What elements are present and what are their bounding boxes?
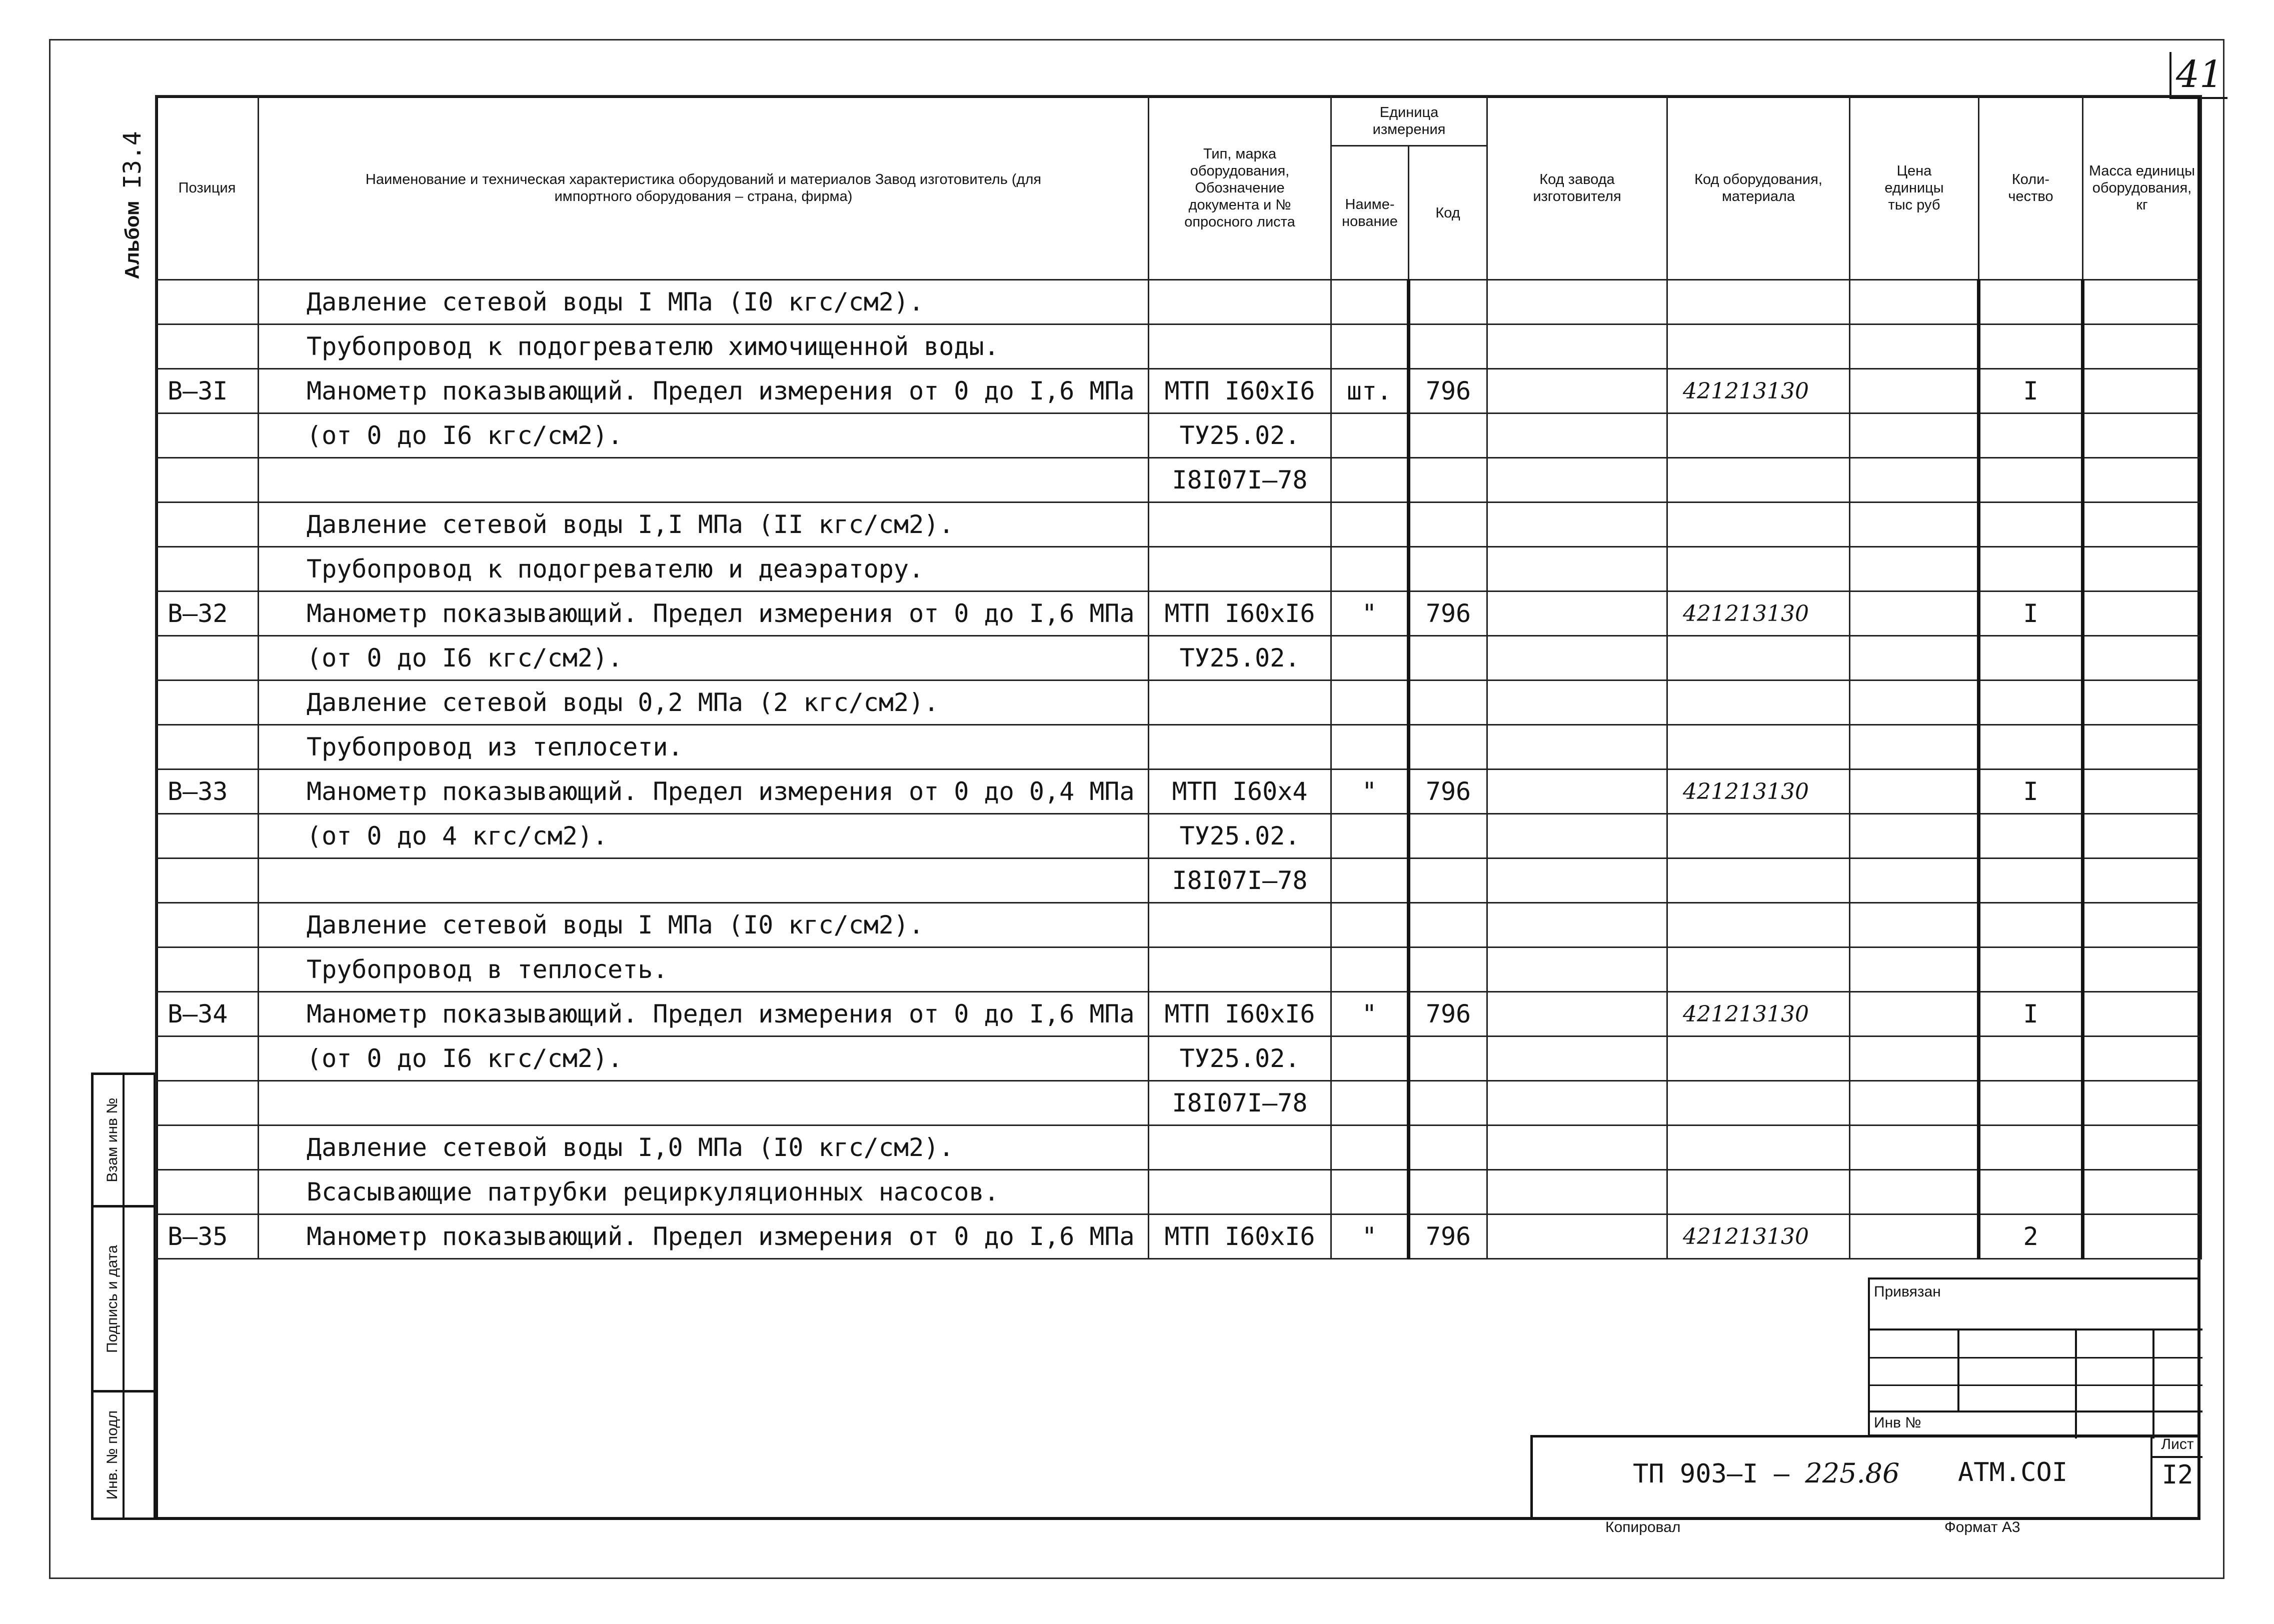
quantity-cell (1979, 414, 2083, 458)
unit-cell: " (1331, 992, 1409, 1036)
copied-label: Копировал (1605, 1519, 1681, 1536)
table-row (156, 992, 2201, 1036)
name-cell: Всасывающие патрубки рециркуляционных насосов. (259, 1170, 1149, 1214)
unit-cell: " (1331, 1214, 1409, 1259)
name-cell: Манометр показывающий. Предел измерения от 0 до I,6 МПа (259, 369, 1149, 414)
unit-code-cell: 796 (1409, 592, 1487, 636)
unit-code-cell (1409, 547, 1487, 592)
unit-cell (1331, 1170, 1409, 1214)
unit-code-cell (1409, 1126, 1487, 1170)
equipment-code-cell (1667, 324, 1850, 369)
type-cell (1149, 502, 1331, 547)
sheet-number: 41 (2169, 52, 2227, 99)
name-cell: Давление сетевой воды 0,2 МПа (2 кгс/см2). (259, 680, 1149, 725)
header-unit-code: Код (1409, 146, 1487, 280)
quantity-cell (1979, 903, 2083, 948)
maker-code-cell (1487, 814, 1667, 858)
name-cell (259, 858, 1149, 903)
maker-code-cell (1487, 725, 1667, 770)
price-cell (1850, 324, 1979, 369)
table-row (156, 592, 2201, 636)
maker-code-cell (1487, 369, 1667, 414)
maker-code-cell (1487, 858, 1667, 903)
mass-cell (2083, 1036, 2201, 1081)
price-cell (1850, 280, 1979, 324)
type-cell: МТП I60хI6 (1149, 592, 1331, 636)
maker-code-cell (1487, 547, 1667, 592)
price-cell (1850, 1126, 1979, 1170)
price-cell (1850, 369, 1979, 414)
header-unit: Единица измерения (1331, 96, 1487, 146)
table-row (156, 1214, 2201, 1259)
name-cell (259, 458, 1149, 502)
header-position: Позиция (156, 96, 259, 280)
mass-cell (2083, 992, 2201, 1036)
sheet-label: Лист (2161, 1436, 2194, 1452)
price-cell (1850, 502, 1979, 547)
mass-cell (2083, 502, 2201, 547)
quantity-cell: I (1979, 592, 2083, 636)
unit-code-cell (1409, 636, 1487, 680)
type-cell (1149, 680, 1331, 725)
table-row (156, 948, 2201, 992)
unit-cell: " (1331, 592, 1409, 636)
name-cell: (от 0 до I6 кгс/см2). (259, 636, 1149, 680)
price-cell (1850, 858, 1979, 903)
equipment-code-cell (1667, 1170, 1850, 1214)
equipment-code-cell (1667, 1126, 1850, 1170)
name-cell: (от 0 до I6 кгс/см2). (259, 414, 1149, 458)
table-row (156, 725, 2201, 770)
header-price: Цена единицы тыс руб (1850, 96, 1979, 280)
stamp-replaced-inv: Взам инв № (91, 1072, 156, 1205)
maker-code-cell (1487, 770, 1667, 814)
type-cell: МТП I60хI6 (1149, 992, 1331, 1036)
mass-cell (2083, 458, 2201, 502)
unit-code-cell (1409, 324, 1487, 369)
price-cell (1850, 903, 1979, 948)
price-cell (1850, 680, 1979, 725)
bound-label: Привязан (1874, 1284, 1941, 1300)
mass-cell (2083, 725, 2201, 770)
maker-code-cell (1487, 680, 1667, 725)
mass-cell (2083, 1081, 2201, 1126)
unit-code-cell (1409, 1170, 1487, 1214)
album-label (110, 130, 155, 290)
equipment-code-cell (1667, 858, 1850, 903)
type-cell: МТП I60х4 (1149, 770, 1331, 814)
type-cell: ТУ25.02. (1149, 1036, 1331, 1081)
price-cell (1850, 992, 1979, 1036)
unit-cell (1331, 1126, 1409, 1170)
stamp-signature-date: Подпись и дата (91, 1205, 156, 1390)
maker-code-cell (1487, 592, 1667, 636)
position-cell (156, 903, 259, 948)
unit-cell (1331, 502, 1409, 547)
header-name: Наименование и техническая характеристика оборудований и материалов Завод изготовитель (для импортного оборудования – страна, фирма) (259, 96, 1149, 280)
price-cell (1850, 814, 1979, 858)
mass-cell (2083, 903, 2201, 948)
table-row (156, 1081, 2201, 1126)
name-cell: Трубопровод к подогревателю и деаэратору. (259, 547, 1149, 592)
header-quantity: Коли-чество (1979, 96, 2083, 280)
unit-code-cell (1409, 948, 1487, 992)
table-row (156, 458, 2201, 502)
table-row (156, 814, 2201, 858)
name-cell: Манометр показывающий. Предел измерения от 0 до 0,4 МПа (259, 770, 1149, 814)
type-cell: I8I07I–78 (1149, 458, 1331, 502)
position-cell (156, 725, 259, 770)
maker-code-cell (1487, 502, 1667, 547)
name-cell: Давление сетевой воды I МПа (I0 кгс/см2). (259, 280, 1149, 324)
table-row (156, 547, 2201, 592)
price-cell (1850, 1036, 1979, 1081)
type-cell (1149, 547, 1331, 592)
unit-cell (1331, 814, 1409, 858)
name-cell: Трубопровод в теплосеть. (259, 948, 1149, 992)
unit-code-cell: 796 (1409, 1214, 1487, 1259)
unit-code-cell (1409, 414, 1487, 458)
equipment-code-cell (1667, 725, 1850, 770)
unit-cell: " (1331, 770, 1409, 814)
equipment-code-cell (1667, 1081, 1850, 1126)
equipment-code-cell (1667, 547, 1850, 592)
name-cell: Манометр показывающий. Предел измерения от 0 до I,6 МПа (259, 992, 1149, 1036)
mass-cell (2083, 948, 2201, 992)
unit-cell (1331, 680, 1409, 725)
maker-code-cell (1487, 1081, 1667, 1126)
quantity-cell: I (1979, 770, 2083, 814)
quantity-cell: 2 (1979, 1214, 2083, 1259)
price-cell (1850, 414, 1979, 458)
equipment-code-cell: 421213130 (1667, 369, 1850, 414)
quantity-cell (1979, 814, 2083, 858)
type-cell: ТУ25.02. (1149, 814, 1331, 858)
position-cell: В–33 (156, 770, 259, 814)
maker-code-cell (1487, 1170, 1667, 1214)
table-row (156, 636, 2201, 680)
table-row (156, 324, 2201, 369)
price-cell (1850, 547, 1979, 592)
table-row (156, 1126, 2201, 1170)
name-cell: Трубопровод к подогревателю химочищенной воды. (259, 324, 1149, 369)
table-row (156, 903, 2201, 948)
quantity-cell (1979, 324, 2083, 369)
table-row (156, 280, 2201, 324)
quantity-cell (1979, 1081, 2083, 1126)
unit-cell (1331, 948, 1409, 992)
unit-code-cell (1409, 680, 1487, 725)
quantity-cell (1979, 1126, 2083, 1170)
mass-cell (2083, 280, 2201, 324)
position-cell (156, 814, 259, 858)
mass-cell (2083, 324, 2201, 369)
equipment-code-cell: 421213130 (1667, 770, 1850, 814)
document-number: ТП 903–I – 225.86 (1633, 1458, 1900, 1489)
name-cell: Манометр показывающий. Предел измерения от 0 до I,6 МПа (259, 592, 1149, 636)
unit-code-cell (1409, 858, 1487, 903)
maker-code-cell (1487, 1214, 1667, 1259)
header-mass: Масса единицы оборудования, кг (2083, 96, 2201, 280)
album-text: Альбом (121, 200, 144, 280)
table-row (156, 1036, 2201, 1081)
maker-code-cell (1487, 414, 1667, 458)
name-cell: Давление сетевой воды I,0 МПа (I0 кгс/см2). (259, 1126, 1149, 1170)
mass-cell (2083, 1126, 2201, 1170)
format-label: Формат А3 (1944, 1519, 2020, 1536)
equipment-code-cell: 421213130 (1667, 1214, 1850, 1259)
unit-code-cell (1409, 1081, 1487, 1126)
album-number: I3.4 (119, 131, 147, 189)
maker-code-cell (1487, 948, 1667, 992)
unit-code-cell (1409, 1036, 1487, 1081)
position-cell (156, 547, 259, 592)
unit-cell (1331, 1036, 1409, 1081)
unit-cell (1331, 324, 1409, 369)
quantity-cell (1979, 725, 2083, 770)
unit-cell (1331, 547, 1409, 592)
header-maker-code: Код завода изготовителя (1487, 96, 1667, 280)
price-cell (1850, 948, 1979, 992)
header-unit-name: Наиме-нование (1331, 146, 1409, 280)
name-cell: Манометр показывающий. Предел измерения от 0 до I,6 МПа (259, 1214, 1149, 1259)
position-cell (156, 502, 259, 547)
type-cell (1149, 1170, 1331, 1214)
position-cell (156, 280, 259, 324)
type-cell: I8I07I–78 (1149, 858, 1331, 903)
type-cell: МТП I60хI6 (1149, 369, 1331, 414)
type-cell (1149, 1126, 1331, 1170)
maker-code-cell (1487, 324, 1667, 369)
name-cell: Давление сетевой воды I,I МПа (II кгс/см2). (259, 502, 1149, 547)
type-cell (1149, 948, 1331, 992)
specification-table (155, 95, 2202, 1260)
header-type: Тип, марка оборудования, Обозначение документа и № опросного листа (1149, 96, 1331, 280)
unit-cell (1331, 858, 1409, 903)
maker-code-cell (1487, 1126, 1667, 1170)
position-cell (156, 1081, 259, 1126)
unit-cell (1331, 636, 1409, 680)
mass-cell (2083, 858, 2201, 903)
unit-code-cell (1409, 903, 1487, 948)
maker-code-cell (1487, 903, 1667, 948)
type-cell (1149, 903, 1331, 948)
quantity-cell (1979, 547, 2083, 592)
unit-code-cell (1409, 725, 1487, 770)
position-cell: В–34 (156, 992, 259, 1036)
price-cell (1850, 1081, 1979, 1126)
mass-cell (2083, 1170, 2201, 1214)
unit-cell (1331, 458, 1409, 502)
unit-cell (1331, 414, 1409, 458)
table-row (156, 1170, 2201, 1214)
equipment-code-cell (1667, 280, 1850, 324)
price-cell (1850, 592, 1979, 636)
name-cell (259, 1081, 1149, 1126)
mass-cell (2083, 680, 2201, 725)
type-cell: ТУ25.02. (1149, 636, 1331, 680)
mass-cell (2083, 547, 2201, 592)
quantity-cell (1979, 502, 2083, 547)
binding-block (1868, 1278, 2200, 1436)
equipment-code-cell (1667, 903, 1850, 948)
mass-cell (2083, 1214, 2201, 1259)
table-row (156, 770, 2201, 814)
unit-cell (1331, 903, 1409, 948)
unit-cell (1331, 725, 1409, 770)
equipment-code-cell (1667, 502, 1850, 547)
table-row (156, 369, 2201, 414)
equipment-code-cell: 421213130 (1667, 592, 1850, 636)
position-cell (156, 1126, 259, 1170)
unit-cell: шт. (1331, 369, 1409, 414)
position-cell (156, 948, 259, 992)
position-cell (156, 1170, 259, 1214)
type-cell: ТУ25.02. (1149, 414, 1331, 458)
mass-cell (2083, 770, 2201, 814)
type-cell (1149, 324, 1331, 369)
equipment-code-cell (1667, 636, 1850, 680)
position-cell (156, 324, 259, 369)
header-equipment-code: Код оборудования, материала (1667, 96, 1850, 280)
maker-code-cell (1487, 458, 1667, 502)
table-row (156, 502, 2201, 547)
position-cell (156, 458, 259, 502)
quantity-cell (1979, 1036, 2083, 1081)
position-cell (156, 636, 259, 680)
maker-code-cell (1487, 1036, 1667, 1081)
equipment-code-cell: 421213130 (1667, 992, 1850, 1036)
name-cell: (от 0 до 4 кгс/см2). (259, 814, 1149, 858)
position-cell (156, 1036, 259, 1081)
quantity-cell (1979, 858, 2083, 903)
quantity-cell: I (1979, 992, 2083, 1036)
position-cell (156, 414, 259, 458)
price-cell (1850, 1214, 1979, 1259)
unit-cell (1331, 1081, 1409, 1126)
quantity-cell (1979, 458, 2083, 502)
sheet-value: I2 (2161, 1460, 2193, 1490)
title-block (1530, 1435, 2200, 1520)
equipment-code-cell (1667, 414, 1850, 458)
table-row (156, 680, 2201, 725)
unit-code-cell (1409, 502, 1487, 547)
price-cell (1850, 636, 1979, 680)
price-cell (1850, 770, 1979, 814)
quantity-cell (1979, 680, 2083, 725)
maker-code-cell (1487, 992, 1667, 1036)
document-code: АТМ.COI (1958, 1458, 2068, 1488)
unit-code-cell (1409, 814, 1487, 858)
table-row (156, 858, 2201, 903)
unit-code-cell: 796 (1409, 770, 1487, 814)
name-cell: Давление сетевой воды I МПа (I0 кгс/см2). (259, 903, 1149, 948)
type-cell (1149, 725, 1331, 770)
equipment-code-cell (1667, 1036, 1850, 1081)
inv-label: Инв № (1874, 1414, 1921, 1431)
mass-cell (2083, 814, 2201, 858)
equipment-code-cell (1667, 458, 1850, 502)
unit-code-cell: 796 (1409, 992, 1487, 1036)
quantity-cell: I (1979, 369, 2083, 414)
maker-code-cell (1487, 280, 1667, 324)
quantity-cell (1979, 1170, 2083, 1214)
position-cell: В–35 (156, 1214, 259, 1259)
unit-code-cell (1409, 458, 1487, 502)
name-cell: (от 0 до I6 кгс/см2). (259, 1036, 1149, 1081)
type-cell: I8I07I–78 (1149, 1081, 1331, 1126)
equipment-code-cell (1667, 814, 1850, 858)
name-cell: Трубопровод из теплосети. (259, 725, 1149, 770)
position-cell: В–32 (156, 592, 259, 636)
price-cell (1850, 458, 1979, 502)
unit-code-cell: 796 (1409, 369, 1487, 414)
type-cell (1149, 280, 1331, 324)
quantity-cell (1979, 636, 2083, 680)
mass-cell (2083, 369, 2201, 414)
type-cell: МТП I60хI6 (1149, 1214, 1331, 1259)
unit-cell (1331, 280, 1409, 324)
maker-code-cell (1487, 636, 1667, 680)
position-cell: В–3I (156, 369, 259, 414)
price-cell (1850, 725, 1979, 770)
equipment-code-cell (1667, 680, 1850, 725)
position-cell (156, 858, 259, 903)
table-row (156, 414, 2201, 458)
quantity-cell (1979, 948, 2083, 992)
mass-cell (2083, 636, 2201, 680)
quantity-cell (1979, 280, 2083, 324)
mass-cell (2083, 592, 2201, 636)
stamp-original-inv: Инв. № подл (91, 1390, 156, 1520)
price-cell (1850, 1170, 1979, 1214)
mass-cell (2083, 414, 2201, 458)
position-cell (156, 680, 259, 725)
equipment-code-cell (1667, 948, 1850, 992)
unit-code-cell (1409, 280, 1487, 324)
